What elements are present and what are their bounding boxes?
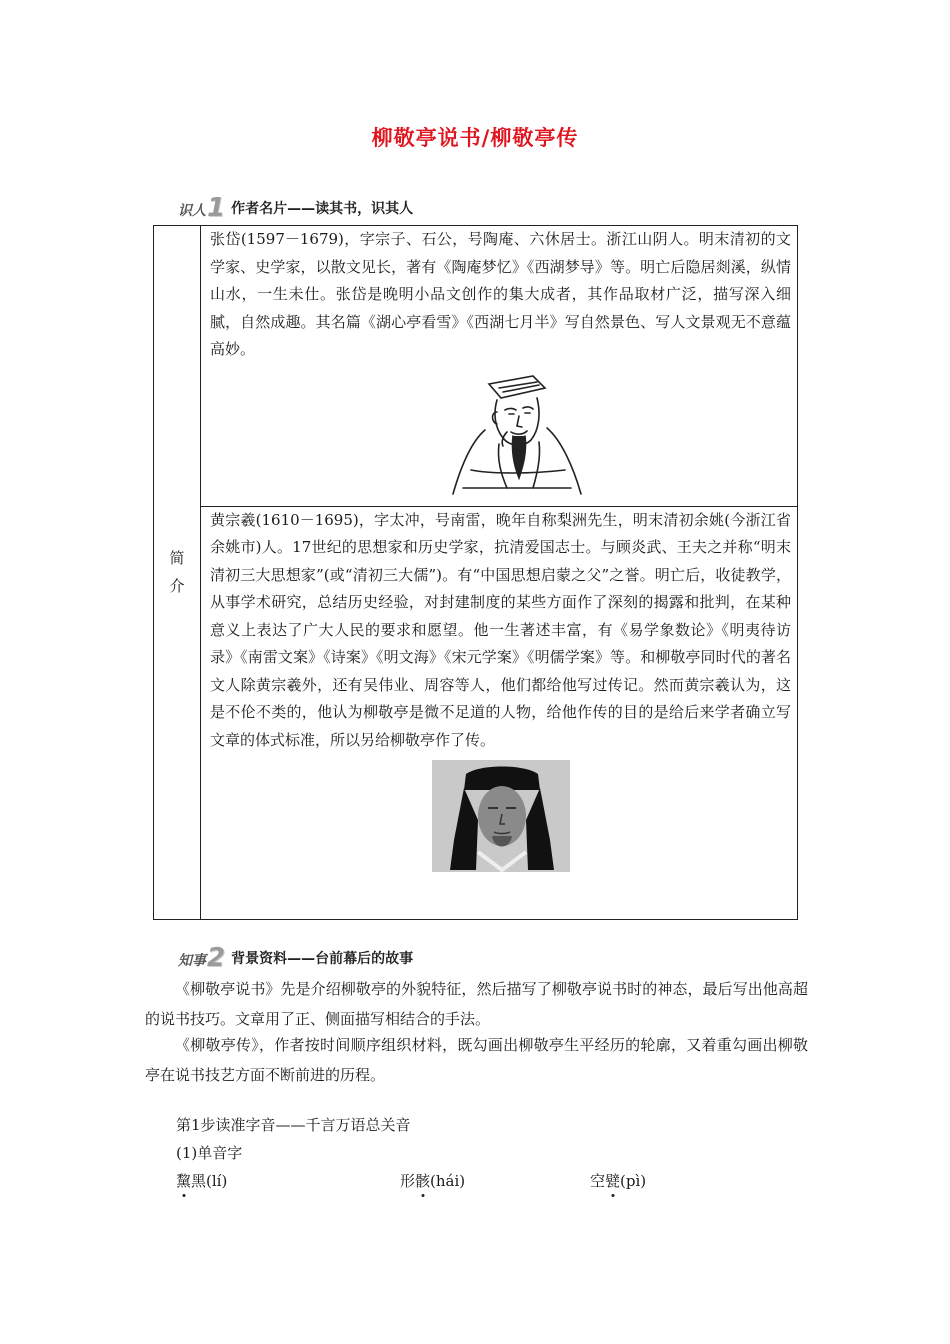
intro-label-char1: 简: [169, 549, 185, 568]
section-header-author: [178, 192, 414, 223]
intro-label-cell: [154, 226, 201, 920]
zhang-dai-bio: 张岱(1597－1679)，字宗子、石公，号陶庵、六休居士。浙江山阴人。明末清初的文学家、史学家，以散文见长，著有《陶庵梦忆》《西湖梦导》等。明亡后隐居剡溪，纵情山水，一生未仕。张岱是晚明小品文创作的集大成者，其作品取材广泛，描写深入细腻，自然成趣。其名篇《湖心亭看雪》《西湖七月半》写自然景色、写人文景观无不意蕴高妙。: [210, 230, 791, 358]
badge-number: 2: [207, 943, 226, 973]
pronunciation-text: (pì): [620, 1172, 647, 1190]
intro-label-char2: 介: [169, 577, 185, 596]
portrait-painting-image: [432, 760, 570, 872]
step1-subheading: (1)单音字: [176, 1144, 243, 1162]
pronunciation-text: 黑(lí): [191, 1172, 228, 1190]
dotted-char: 黧: [176, 1172, 192, 1190]
step1-heading: 第1步读准字音——千言万语总关音: [176, 1116, 411, 1134]
pronunciation-item: [176, 1170, 227, 1191]
plain-char: 形: [400, 1172, 416, 1190]
pronunciation-text: (hái): [430, 1172, 466, 1190]
plain-char: 空: [590, 1172, 606, 1190]
section-heading: 背景资料——台前幕后的故事: [231, 951, 414, 967]
badge-text: 知事: [178, 953, 206, 969]
author-intro-table: [153, 225, 798, 920]
section-header-background: [178, 942, 414, 973]
huang-zongxi-portrait: [210, 754, 791, 888]
section-heading: 作者名片——读其书，识其人: [231, 201, 414, 217]
huang-zongxi-cell: [201, 506, 798, 919]
pronunciation-item: [590, 1170, 646, 1191]
zhang-dai-cell: [201, 226, 798, 507]
background-paragraph-2: 《柳敬亭传》，作者按时间顺序组织材料，既勾画出柳敬亭生平经历的轮廓，又着重勾画出柳敬亭在说书技艺方面不断前进的历程。: [145, 1036, 808, 1084]
zhang-dai-portrait: [210, 364, 791, 506]
section-badge: [178, 193, 226, 223]
page-title: 柳敬亭说书/柳敬亭传: [371, 125, 579, 150]
background-paragraph-1: 《柳敬亭说书》先是介绍柳敬亭的外貌特征，然后描写了柳敬亭说书时的神态，最后写出他高超的说书技巧。文章用了正、侧面描写相结合的手法。: [145, 980, 808, 1028]
dotted-char: 甓: [605, 1172, 621, 1190]
pronunciation-item: [400, 1170, 465, 1191]
section-badge: [178, 943, 226, 973]
badge-text: 识人: [178, 203, 206, 219]
dotted-char: 骸: [415, 1172, 431, 1190]
huang-zongxi-bio: 黄宗羲(1610－1695)，字太冲，号南雷，晚年自称梨洲先生，明末清初余姚(今浙江省余姚市)人。17世纪的思想家和历史学家，抗清爱国志士。与顾炎武、王夫之并称“明末清初三大思想家”(或“清初三大儒”)。有“中国思想启蒙之父”之誉。明亡后，收徒教学，从事学术研究，总结历史经验，对封建制度的某些方面作了深刻的揭露和批判，在某种意义上表达了广大人民的要求和愿望。他一生著述丰富，有《易学象数论》《明夷待访录》《南雷文案》《诗案》《明文海》《宋元学案》《明儒学案》等。和柳敬亭同时代的著名文人除黄宗羲外，还有吴伟业、周容等人，他们都给他写过传记。然而黄宗羲认为，这是不伦不类的，他认为柳敬亭是微不足道的人物，给他作传的目的是给后来学者确立写文章的体式标准，所以另给柳敬亭作了传。: [210, 510, 791, 749]
portrait-sketch-image: [441, 370, 591, 500]
badge-number: 1: [207, 193, 226, 223]
